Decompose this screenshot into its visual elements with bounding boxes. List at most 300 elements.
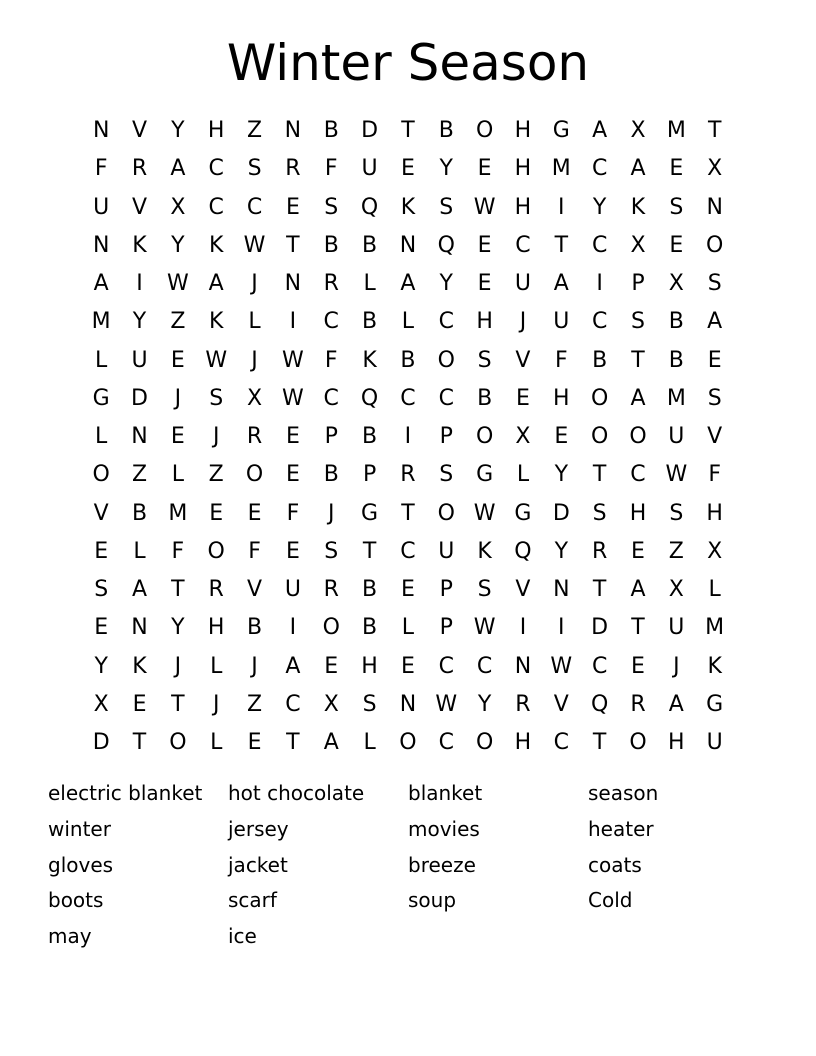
grid-letter: C	[323, 309, 339, 335]
grid-letter: K	[707, 653, 722, 679]
grid-letter: V	[131, 194, 148, 220]
grid-letter: G	[476, 462, 494, 488]
grid-letter: J	[251, 271, 258, 296]
grid-letter: K	[132, 653, 147, 679]
grid-letter: E	[631, 653, 645, 679]
grid-letter: L	[363, 271, 376, 296]
grid-letter: T	[401, 118, 415, 143]
grid-letter: L	[95, 347, 108, 373]
grid-letter: S	[477, 347, 492, 373]
grid-letter: L	[210, 730, 223, 755]
grid-letter: O	[169, 730, 187, 755]
grid-letter: T	[592, 462, 607, 488]
grid-letter: N	[131, 424, 148, 449]
grid-letter: S	[707, 385, 722, 411]
grid-letter: U	[553, 309, 570, 335]
grid-letter: E	[631, 538, 645, 564]
grid-letter: H	[668, 730, 685, 755]
grid-letter: U	[668, 424, 685, 449]
grid-letter: C	[591, 309, 608, 335]
grid-letter: R	[591, 538, 608, 564]
grid-letter: R	[323, 577, 339, 602]
grid-letter: E	[94, 538, 109, 564]
grid-letter: L	[516, 462, 530, 488]
grid-row	[82, 686, 734, 724]
grid-letter: U	[668, 615, 685, 641]
grid-letter: P	[439, 424, 453, 449]
grid-letter: Y	[132, 309, 147, 335]
grid-letter: L	[401, 615, 415, 641]
grid-letter: A	[630, 577, 646, 602]
grid-letter: E	[477, 156, 492, 182]
grid-letter: S	[94, 577, 109, 602]
word-bank-item: winter	[48, 816, 111, 841]
grid-letter: E	[400, 653, 415, 679]
grid-letter: O	[475, 118, 494, 143]
grid-letter: S	[477, 577, 492, 602]
grid-letter: J	[212, 424, 220, 449]
grid-letter: N	[706, 194, 723, 220]
grid-row	[82, 418, 734, 456]
grid-row	[82, 227, 734, 265]
grid-letter: O	[437, 500, 455, 526]
grid-letter: S	[247, 156, 262, 182]
grid-letter: C	[208, 156, 224, 182]
grid-letter: T	[286, 232, 300, 258]
grid-letter: R	[400, 462, 416, 488]
grid-letter: V	[515, 577, 531, 602]
word-bank-item: movies	[408, 816, 480, 841]
grid-letter: E	[707, 347, 722, 373]
grid-letter: M	[705, 615, 725, 641]
grid-letter: Y	[171, 118, 185, 143]
word-bank-item: soup	[408, 888, 457, 913]
grid-letter: C	[438, 309, 454, 335]
grid-letter: V	[247, 577, 263, 602]
grid-letter: Y	[592, 194, 607, 220]
grid-letter: T	[362, 538, 377, 564]
grid-letter: T	[592, 730, 607, 755]
grid-letter: G	[361, 500, 379, 526]
grid-letter: J	[174, 653, 182, 679]
grid-letter: C	[285, 691, 301, 717]
grid-row	[82, 189, 734, 227]
grid-row	[82, 533, 734, 571]
grid-letter: T	[592, 577, 607, 602]
grid-letter: R	[285, 156, 301, 182]
grid-letter: B	[362, 615, 378, 641]
grid-letter: L	[708, 577, 721, 602]
grid-letter: R	[323, 271, 339, 296]
grid-letter: L	[133, 538, 146, 564]
grid-letter: T	[132, 730, 147, 755]
grid-letter: Q	[590, 691, 609, 717]
grid-letter: N	[553, 577, 570, 602]
grid-letter: H	[207, 615, 225, 641]
grid-letter: L	[363, 730, 376, 755]
grid-letter: D	[92, 730, 110, 755]
grid-letter: Y	[439, 156, 453, 182]
grid-letter: J	[174, 385, 182, 411]
grid-letter: W	[243, 232, 266, 258]
grid-letter: Y	[94, 653, 108, 679]
grid-letter: X	[323, 691, 339, 717]
word-bank-item: gloves	[48, 852, 114, 877]
grid-letter: Q	[437, 232, 455, 258]
grid-letter: E	[285, 194, 300, 220]
grid-letter: L	[210, 653, 223, 679]
grid-row	[82, 303, 734, 341]
grid-letter: E	[209, 500, 224, 526]
grid-letter: V	[707, 424, 723, 449]
grid-letter: H	[514, 730, 532, 755]
grid-letter: A	[285, 653, 301, 679]
grid-letter: S	[439, 194, 454, 220]
grid-letter: N	[131, 615, 148, 641]
word-bank-item: may	[48, 924, 92, 949]
grid-row	[82, 724, 734, 762]
grid-letter: P	[439, 615, 453, 641]
grid-letter: U	[706, 730, 723, 755]
grid-letter: N	[92, 118, 110, 143]
grid-letter: F	[554, 347, 568, 373]
grid-letter: F	[324, 156, 338, 182]
grid-letter: T	[631, 347, 645, 373]
grid-letter: E	[669, 156, 684, 182]
word-bank-item: ice	[228, 924, 257, 949]
grid-letter: O	[207, 538, 225, 564]
grid-letter: I	[519, 615, 527, 641]
grid-letter: C	[438, 730, 454, 755]
grid-letter: N	[284, 118, 302, 143]
grid-letter: J	[251, 347, 258, 373]
grid-letter: D	[131, 385, 148, 411]
grid-letter: K	[630, 194, 646, 220]
grid-row	[82, 456, 734, 494]
grid-letter: G	[514, 500, 532, 526]
grid-letter: E	[132, 691, 147, 717]
word-bank-item: jacket	[228, 852, 288, 877]
grid-row	[82, 648, 734, 686]
grid-letter: X	[515, 424, 531, 449]
word-bank-item: season	[588, 781, 659, 805]
grid-letter: A	[208, 271, 224, 296]
grid-letter: D	[552, 500, 570, 526]
grid-letter: I	[404, 424, 412, 449]
word-bank-item: hot chocolate	[228, 781, 365, 805]
grid-row	[82, 380, 734, 418]
grid-letter: R	[131, 156, 148, 182]
grid-letter: C	[591, 653, 608, 679]
grid-letter: J	[251, 653, 258, 679]
grid-letter: E	[477, 232, 492, 258]
grid-letter: E	[554, 424, 569, 449]
grid-letter: S	[669, 194, 684, 220]
grid-letter: W	[205, 347, 228, 373]
grid-letter: O	[629, 424, 647, 449]
grid-letter: W	[473, 194, 496, 220]
grid-letter: K	[400, 194, 416, 220]
grid-letter: B	[247, 615, 263, 641]
grid-letter: H	[706, 500, 723, 526]
grid-letter: W	[282, 347, 304, 373]
grid-letter: O	[590, 385, 609, 411]
grid-row	[82, 112, 734, 150]
grid-letter: B	[131, 500, 148, 526]
grid-letter: K	[208, 232, 224, 258]
grid-letter: X	[668, 271, 684, 296]
grid-letter: M	[666, 118, 686, 143]
grid-letter: C	[400, 385, 416, 411]
word-bank-item: scarf	[228, 888, 277, 913]
grid-letter: P	[631, 271, 645, 296]
grid-letter: U	[131, 347, 148, 373]
grid-letter: C	[553, 730, 569, 755]
grid-letter: B	[438, 118, 454, 143]
grid-letter: D	[361, 118, 379, 143]
grid-letter: S	[209, 385, 224, 411]
grid-letter: N	[399, 232, 417, 258]
grid-letter: E	[170, 347, 185, 373]
grid-letter: E	[669, 232, 684, 258]
grid-letter: B	[362, 577, 378, 602]
grid-letter: K	[132, 232, 147, 258]
grid-letter: X	[247, 385, 263, 411]
grid-letter: B	[668, 309, 684, 335]
grid-letter: S	[592, 500, 607, 526]
grid-letter: E	[285, 462, 300, 488]
grid-letter: Z	[131, 462, 148, 488]
grid-letter: U	[361, 156, 378, 182]
grid-letter: H	[207, 118, 225, 143]
grid-letter: G	[552, 118, 570, 143]
grid-letter: W	[166, 271, 189, 296]
grid-letter: L	[401, 309, 415, 335]
word-bank-item: breeze	[408, 852, 476, 877]
grid-letter: F	[324, 347, 338, 373]
grid-letter: I	[289, 615, 297, 641]
grid-letter: E	[400, 577, 415, 602]
grid-letter: F	[708, 462, 721, 488]
grid-letter: Q	[360, 385, 379, 411]
grid-row	[82, 495, 734, 533]
word-bank-item: boots	[48, 888, 104, 913]
grid-letter: H	[514, 156, 532, 182]
grid-letter: C	[400, 538, 416, 564]
grid-letter: B	[362, 309, 378, 335]
grid-letter: W	[473, 500, 496, 526]
grid-letter: D	[591, 615, 609, 641]
grid-letter: A	[707, 309, 723, 335]
grid-letter: Q	[514, 538, 532, 564]
grid-letter: F	[286, 500, 300, 526]
grid-letter: E	[94, 615, 109, 641]
grid-letter: H	[629, 500, 647, 526]
grid-letter: C	[630, 462, 646, 488]
grid-letter: K	[362, 347, 377, 373]
grid-letter: U	[93, 194, 110, 220]
grid-letter: R	[515, 691, 531, 717]
grid-letter: O	[475, 730, 494, 755]
grid-letter: I	[289, 309, 297, 335]
grid-letter: A	[553, 271, 569, 296]
grid-letter: E	[324, 653, 339, 679]
grid-letter: L	[171, 462, 184, 488]
grid-letter: V	[515, 347, 531, 373]
word-bank-item: blanket	[408, 781, 483, 805]
grid-letter: B	[362, 232, 378, 258]
grid-letter: A	[170, 156, 186, 182]
grid-letter: Z	[170, 309, 186, 335]
grid-letter: G	[706, 691, 724, 717]
grid-letter: C	[438, 385, 454, 411]
grid-letter: L	[95, 424, 108, 449]
grid-letter: Y	[477, 691, 492, 717]
grid-letter: B	[323, 118, 339, 143]
grid-letter: E	[247, 500, 262, 526]
grid-letter: J	[519, 309, 527, 335]
grid-letter: P	[324, 424, 338, 449]
grid-letter: J	[673, 653, 680, 679]
grid-letter: O	[322, 615, 340, 641]
word-bank-item: Cold	[588, 888, 633, 913]
grid-letter: C	[208, 194, 224, 220]
grid-letter: C	[438, 653, 454, 679]
grid-row	[82, 571, 734, 609]
grid-letter: X	[707, 156, 723, 182]
grid-letter: N	[399, 691, 417, 717]
grid-letter: W	[473, 615, 496, 641]
grid-letter: S	[439, 462, 454, 488]
grid-letter: M	[91, 309, 111, 335]
grid-letter: O	[706, 232, 724, 258]
grid-letter: Z	[668, 538, 684, 564]
grid-letter: P	[439, 577, 453, 602]
grid-letter: Y	[439, 271, 453, 296]
grid-letter: B	[668, 347, 684, 373]
grid-letter: K	[477, 538, 492, 564]
grid-letter: I	[596, 271, 603, 296]
grid-letter: E	[516, 385, 530, 411]
grid-letter: B	[477, 385, 493, 411]
grid-letter: A	[668, 691, 684, 717]
grid-letter: H	[553, 385, 570, 411]
word-bank	[48, 776, 768, 955]
grid-letter: E	[285, 538, 300, 564]
grid-row	[82, 609, 734, 647]
grid-letter: T	[401, 500, 415, 526]
grid-letter: A	[93, 271, 109, 296]
grid-letter: E	[477, 271, 492, 296]
grid-letter: Y	[554, 538, 569, 564]
grid-letter: E	[247, 730, 262, 755]
grid-letter: U	[284, 577, 301, 602]
grid-letter: B	[592, 347, 608, 373]
grid-letter: A	[131, 577, 148, 602]
grid-letter: Y	[554, 462, 569, 488]
grid-letter: T	[171, 577, 185, 602]
grid-letter: O	[475, 424, 494, 449]
grid-letter: W	[550, 653, 573, 679]
grid-letter: S	[669, 500, 684, 526]
word-bank-item: coats	[588, 852, 642, 877]
grid-letter: T	[554, 232, 569, 258]
grid-letter: Y	[171, 615, 185, 641]
grid-letter: S	[631, 309, 645, 335]
grid-letter: H	[361, 653, 378, 679]
grid-letter: L	[248, 309, 261, 335]
grid-letter: T	[707, 118, 722, 143]
grid-letter: C	[591, 156, 608, 182]
grid-letter: H	[476, 309, 493, 335]
grid-letter: N	[514, 653, 532, 679]
grid-letter: P	[362, 462, 377, 488]
grid-letter: E	[170, 424, 185, 449]
grid-letter: C	[476, 653, 493, 679]
grid-letter: I	[558, 194, 565, 220]
grid-letter: V	[131, 118, 148, 143]
grid-letter: A	[630, 385, 646, 411]
grid-letter: O	[437, 347, 455, 373]
grid-letter: S	[324, 194, 339, 220]
grid-letter: X	[707, 538, 723, 564]
grid-letter: V	[553, 691, 569, 717]
grid-letter: V	[93, 500, 109, 526]
grid-row	[82, 342, 734, 380]
grid-letter: C	[591, 232, 608, 258]
grid-letter: J	[327, 500, 335, 526]
grid-letter: J	[212, 691, 220, 717]
grid-letter: X	[630, 232, 646, 258]
grid-letter: O	[399, 730, 417, 755]
grid-letter: T	[631, 615, 645, 641]
grid-letter: B	[323, 462, 339, 488]
grid-letter: X	[668, 577, 684, 602]
grid-letter: W	[435, 691, 458, 717]
grid-letter: O	[629, 730, 647, 755]
grid-letter: N	[284, 271, 302, 296]
grid-letter: B	[362, 424, 378, 449]
grid-letter: C	[246, 194, 263, 220]
grid-letter: C	[323, 385, 339, 411]
word-bank-item: heater	[588, 816, 654, 841]
grid-letter: Z	[247, 118, 263, 143]
grid-letter: W	[665, 462, 688, 488]
grid-row	[82, 150, 734, 188]
grid-letter: X	[93, 691, 109, 717]
grid-letter: Z	[208, 462, 224, 488]
grid-letter: E	[400, 156, 415, 182]
grid-letter: M	[666, 385, 686, 411]
grid-letter: Q	[360, 194, 379, 220]
page-title: Winter Season	[226, 34, 590, 92]
grid-letter: I	[558, 615, 565, 641]
grid-letter: Z	[247, 691, 263, 717]
grid-letter: F	[94, 156, 108, 182]
grid-letter: G	[92, 385, 110, 411]
grid-letter: O	[590, 424, 609, 449]
grid-letter: N	[92, 232, 110, 258]
grid-letter: F	[171, 538, 185, 564]
grid-letter: A	[592, 118, 608, 143]
grid-letter: U	[514, 271, 531, 296]
grid-letter: Y	[171, 232, 185, 258]
grid-letter: X	[630, 118, 646, 143]
grid-letter: A	[323, 730, 339, 755]
grid-letter: O	[245, 462, 264, 488]
grid-letter: E	[285, 424, 300, 449]
grid-row	[82, 265, 734, 303]
